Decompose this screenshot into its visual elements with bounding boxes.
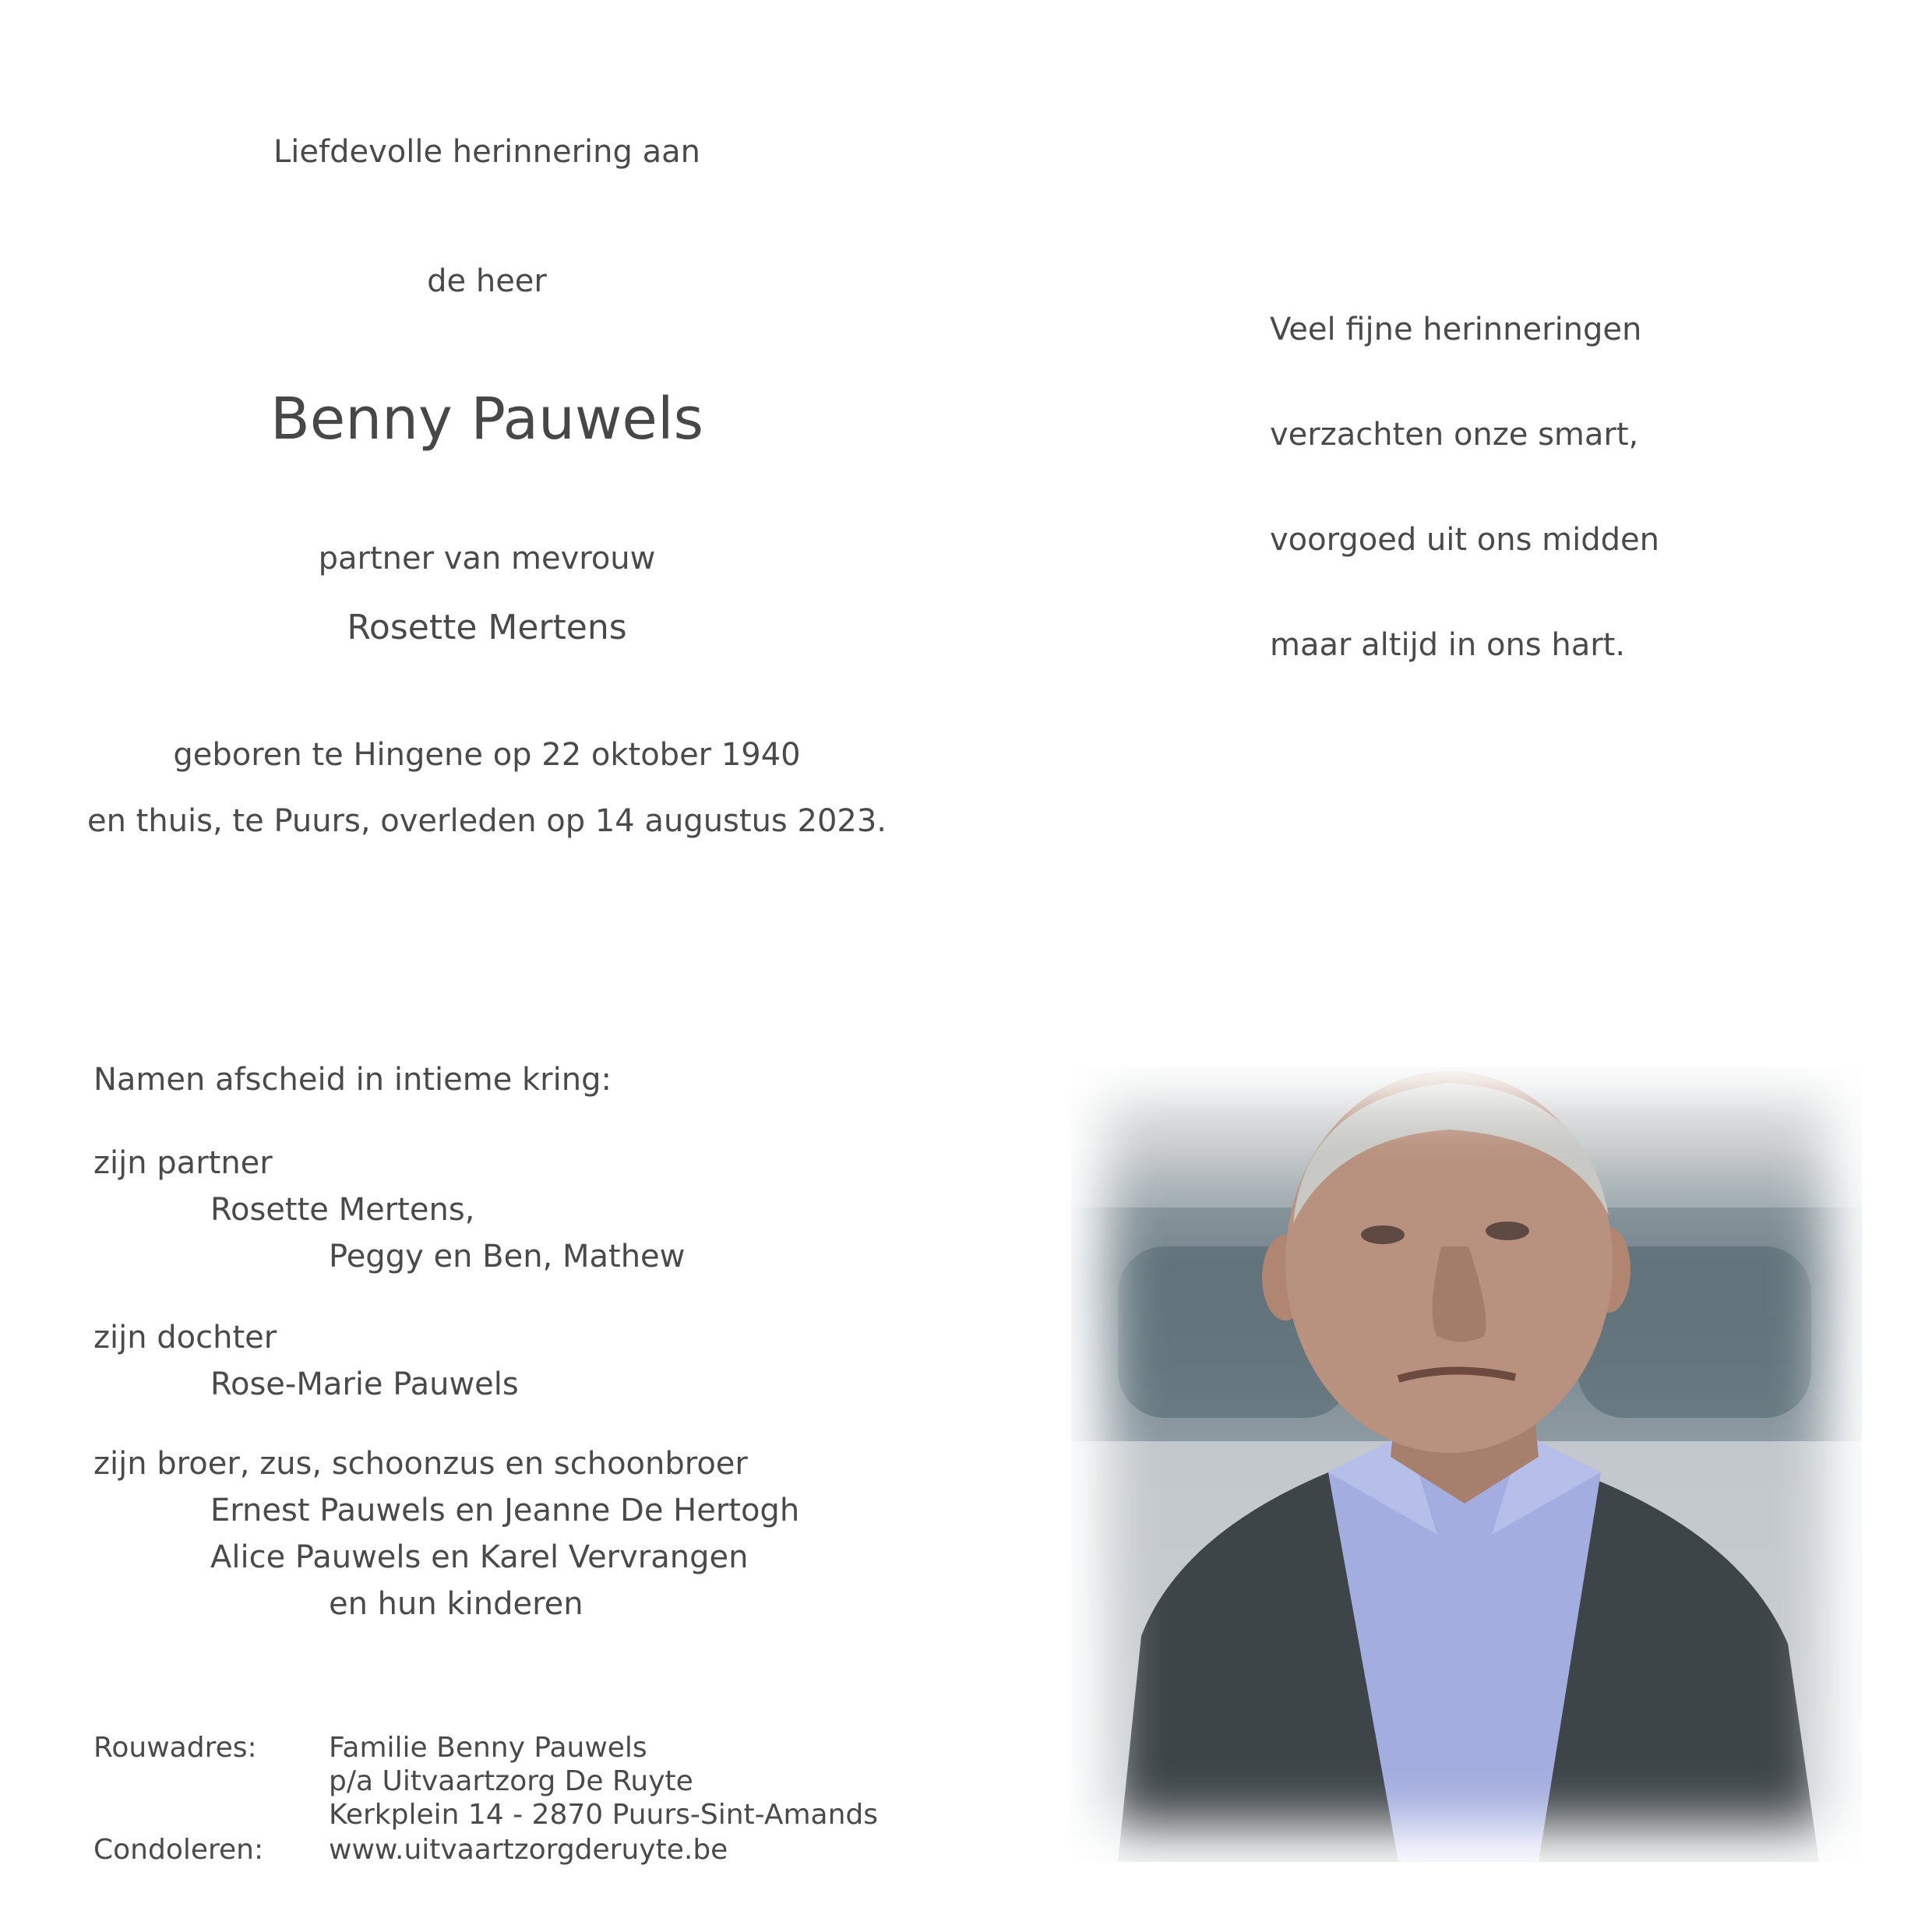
- address-line: Familie Benny Pauwels: [329, 1732, 647, 1764]
- relative-name: Rose-Marie Pauwels: [210, 1366, 519, 1402]
- relation-label: zijn broer, zus, schoonzus en schoonbroer: [93, 1446, 748, 1482]
- death-text: en thuis, te Puurs, overleden op 14 augustus 2023.: [86, 803, 887, 839]
- intro-text: Liefdevolle herinnering aan: [273, 134, 700, 170]
- address-line: Kerkplein 14 - 2870 Puurs-Sint-Amands: [329, 1799, 879, 1831]
- condolence-link[interactable]: www.uitvaartzorgderuyte.be: [329, 1834, 728, 1866]
- relation-label: zijn partner: [93, 1145, 273, 1181]
- portrait-photo: [1071, 1067, 1862, 1862]
- relation-label: zijn dochter: [93, 1320, 277, 1356]
- relative-subname: en hun kinderen: [329, 1586, 583, 1622]
- relative-name: Ernest Pauwels en Jeanne De Hertogh: [210, 1493, 800, 1528]
- partner-intro-text: partner van mevrouw: [318, 541, 656, 576]
- poem-line: voorgoed uit ons midden: [1270, 522, 1659, 558]
- birth-text: geboren te Hingene op 22 oktober 1940: [173, 737, 801, 773]
- photo-vignette: [1071, 1067, 1862, 1862]
- condolence-label: Condoleren:: [93, 1834, 264, 1866]
- address-label: Rouwadres:: [93, 1732, 257, 1764]
- relative-subname: Peggy en Ben, Mathew: [329, 1239, 686, 1274]
- relative-name: Rosette Mertens,: [210, 1192, 475, 1228]
- deceased-name: Benny Pauwels: [270, 386, 704, 453]
- partner-name: Rosette Mertens: [347, 608, 627, 647]
- address-line: p/a Uitvaartzorg De Ruyte: [329, 1765, 693, 1797]
- farewell-heading: Namen afscheid in intieme kring:: [93, 1062, 612, 1098]
- relative-name: Alice Pauwels en Karel Vervrangen: [210, 1539, 749, 1575]
- salutation-text: de heer: [427, 263, 547, 299]
- poem-line: verzachten onze smart,: [1270, 417, 1639, 453]
- poem-line: Veel fijne herinneringen: [1270, 312, 1642, 347]
- poem-line: maar altijd in ons hart.: [1270, 627, 1626, 663]
